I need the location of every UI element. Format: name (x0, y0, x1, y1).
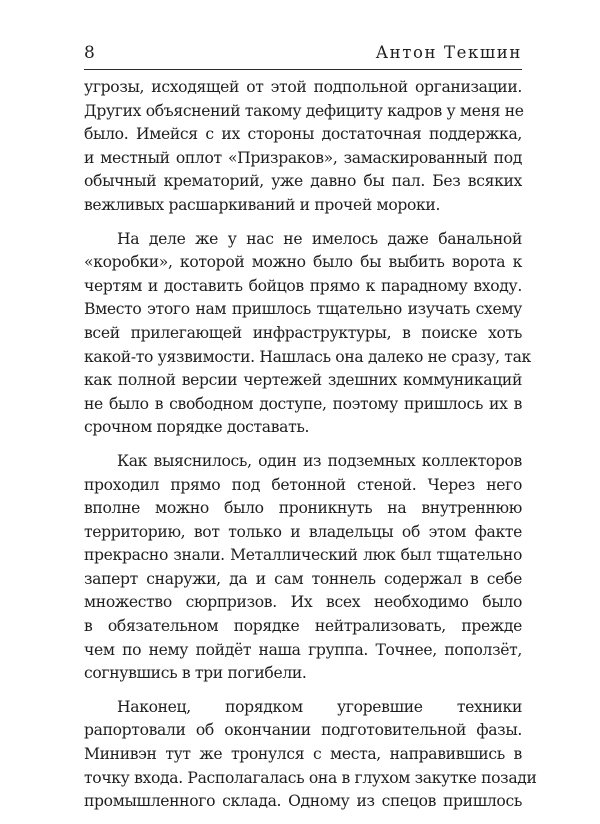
text-line: Минивэн тут же тронулся с места, направившись в (84, 745, 522, 764)
text-line: согнувшись в три погибели. (84, 664, 307, 683)
paragraph (84, 696, 537, 814)
text-line: множество сюрпризов. Их всех необходимо было (84, 593, 522, 612)
text-line: в обязательном порядке нейтрализовать, прежде (84, 617, 522, 636)
text-line: срочном порядке доставать. (84, 418, 310, 437)
text-line: промышленного склада. Одному из спецов пришлось (84, 792, 522, 811)
text-line: точку входа. Располагалась она в глухом закутке позади (84, 768, 537, 787)
text-line: угрозы, исходящей от этой подпольной организации. (84, 78, 522, 96)
text-line: Как выяснилось, один из подземных коллекторов (117, 451, 522, 470)
text-line: заперт снаружи, да и сам тоннель содержал в себе (84, 569, 522, 588)
text-line: всей прилегающей инфраструктуры, в поиске хоть (84, 323, 522, 342)
body-text (84, 76, 537, 824)
text-line: вежливых расшаркиваний и прочей мороки. (84, 195, 441, 214)
text-line: «коробки», которой можно было бы выбить ворота к (84, 253, 522, 272)
text-line: территорию, вот только и владельцы об этом факте (84, 522, 522, 541)
paragraph (84, 450, 522, 686)
page-header (84, 37, 522, 70)
text-line: было. Имейся с их стороны достаточная поддержка, (84, 125, 522, 144)
text-line: Вместо этого нам пришлось тщательно изучать схему (84, 300, 522, 319)
text-line: проходил прямо под бетонной стеной. Через него (84, 475, 522, 494)
text-line: Наконец, порядком угоревшие техники (117, 697, 522, 716)
running-head-author: Антон Текшин (375, 43, 522, 62)
text-line: Других объяснений такому дефициту кадров у меня не (84, 101, 524, 120)
text-line: не было в свободном доступе, поэтому пришлось их в (84, 394, 522, 413)
text-line: прекрасно знали. Металлический люк был тщательно (84, 546, 522, 565)
paragraph (84, 228, 531, 440)
paragraph (84, 76, 522, 218)
text-line: какой-то уязвимости. Нашлась она далеко не сразу, так (84, 347, 531, 366)
text-line: и местный оплот «Призраков», замаскированный под (84, 148, 522, 167)
text-line: чертям и доставить бойцов прямо к парадному входу. (84, 276, 522, 295)
text-line: вполне можно было проникнуть на внутреннюю (84, 499, 522, 518)
text-line: чем по нему пойдёт наша группа. Точнее, поползёт, (84, 640, 522, 659)
text-line: рапортовали об окончании подготовительной фазы. (84, 721, 522, 740)
text-line: На деле же у нас не имелось даже банальной (117, 229, 522, 248)
text-line: как полной версии чертежей здешних коммуникаций (84, 371, 522, 390)
page-number: 8 (84, 43, 95, 63)
text-line: обычный крематорий, уже давно бы пал. Без всяких (84, 172, 522, 191)
